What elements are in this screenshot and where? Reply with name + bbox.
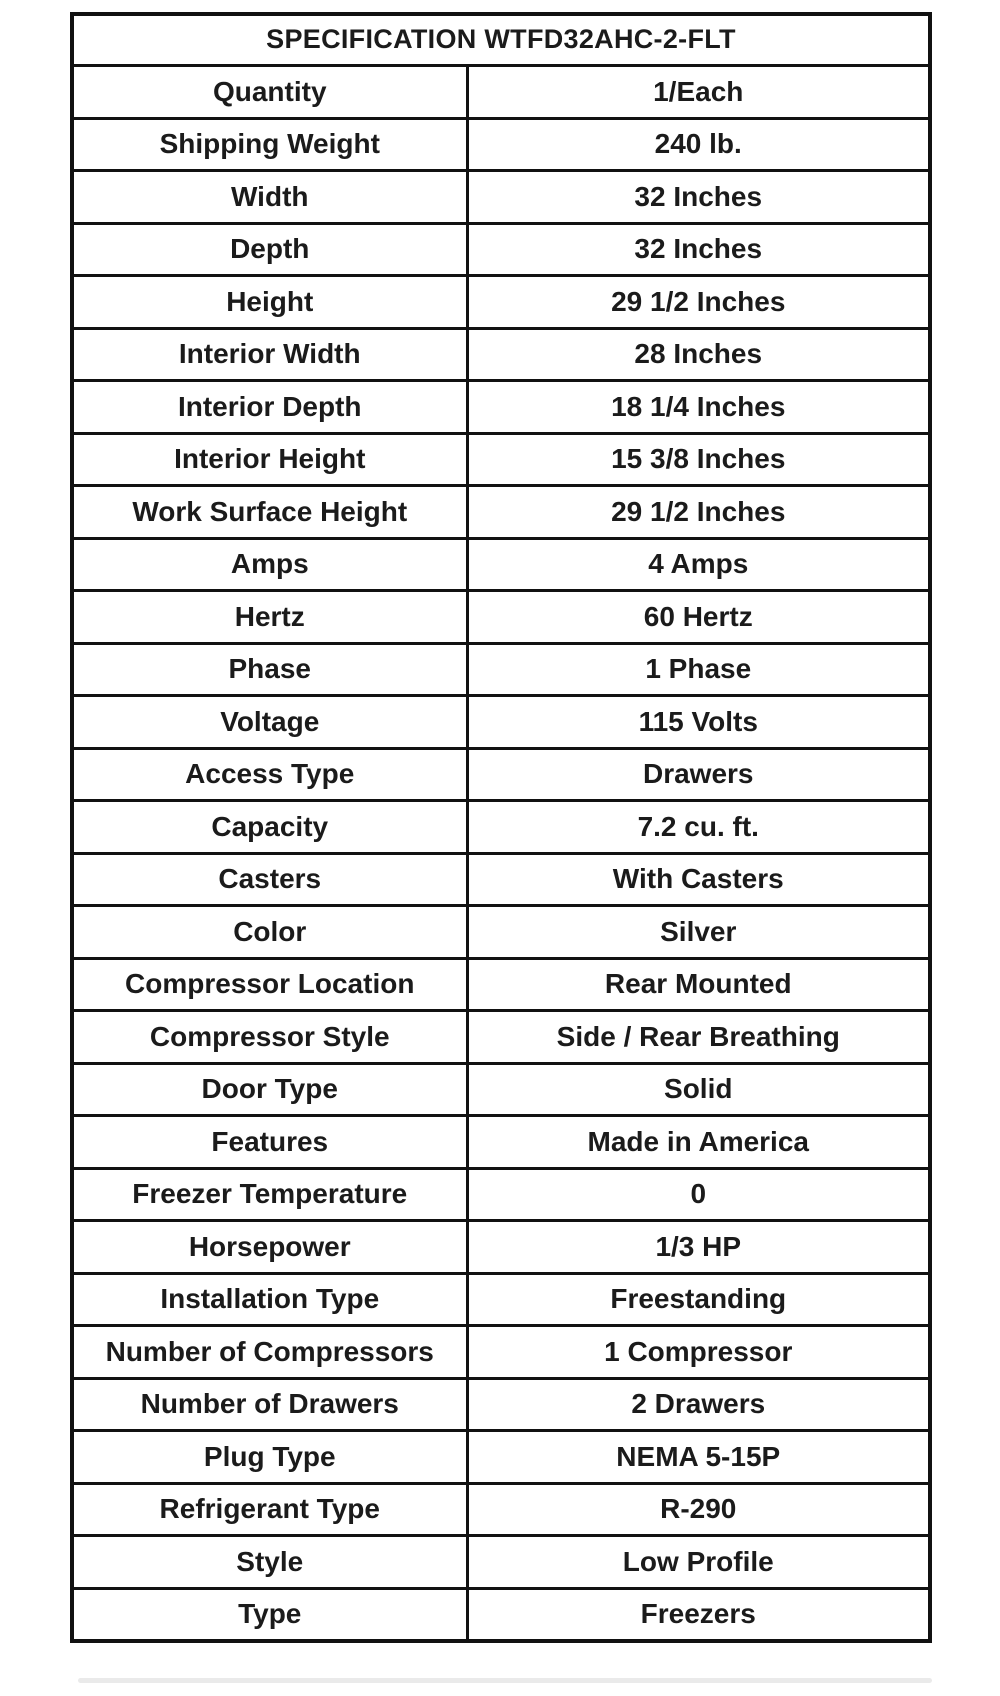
- specification-table: [70, 12, 932, 1643]
- table-row: [72, 381, 930, 434]
- spec-value: R-290: [467, 1483, 930, 1536]
- table-row: [72, 538, 930, 591]
- spec-value: 28 Inches: [467, 328, 930, 381]
- table-row: [72, 1116, 930, 1169]
- spec-value: Silver: [467, 906, 930, 959]
- spec-value: 4 Amps: [467, 538, 930, 591]
- spec-label: Number of Drawers: [72, 1378, 467, 1431]
- table-row: [72, 1063, 930, 1116]
- table-row: [72, 1588, 930, 1641]
- table-title: SPECIFICATION WTFD32AHC-2-FLT: [72, 14, 930, 66]
- spec-label: Phase: [72, 643, 467, 696]
- table-row: [72, 1536, 930, 1589]
- spec-label: Height: [72, 276, 467, 329]
- spec-label: Freezer Temperature: [72, 1168, 467, 1221]
- spec-value: Drawers: [467, 748, 930, 801]
- table-row: [72, 171, 930, 224]
- spec-value: 1/Each: [467, 66, 930, 119]
- spec-value: Freestanding: [467, 1273, 930, 1326]
- spec-value: With Casters: [467, 853, 930, 906]
- table-row: [72, 958, 930, 1011]
- spec-label: Interior Depth: [72, 381, 467, 434]
- table-row: [72, 223, 930, 276]
- spec-label: Hertz: [72, 591, 467, 644]
- spec-label: Access Type: [72, 748, 467, 801]
- spec-label: Width: [72, 171, 467, 224]
- spec-value: Rear Mounted: [467, 958, 930, 1011]
- spec-value: NEMA 5-15P: [467, 1431, 930, 1484]
- table-row: [72, 696, 930, 749]
- spec-value: 1/3 HP: [467, 1221, 930, 1274]
- table-row: [72, 1011, 930, 1064]
- table-row: [72, 66, 930, 119]
- table-row: [72, 906, 930, 959]
- spec-label: Type: [72, 1588, 467, 1641]
- spec-value: Low Profile: [467, 1536, 930, 1589]
- table-row: [72, 433, 930, 486]
- spec-label: Installation Type: [72, 1273, 467, 1326]
- spec-label: Color: [72, 906, 467, 959]
- spec-value: 1 Compressor: [467, 1326, 930, 1379]
- table-row: [72, 328, 930, 381]
- table-shadow: [78, 1678, 932, 1683]
- table-row: [72, 1168, 930, 1221]
- spec-value: 32 Inches: [467, 171, 930, 224]
- spec-value: 1 Phase: [467, 643, 930, 696]
- spec-value: Side / Rear Breathing: [467, 1011, 930, 1064]
- spec-label: Plug Type: [72, 1431, 467, 1484]
- spec-value: 29 1/2 Inches: [467, 276, 930, 329]
- spec-label: Compressor Style: [72, 1011, 467, 1064]
- spec-label: Door Type: [72, 1063, 467, 1116]
- table-body: [72, 66, 930, 1642]
- spec-value: 60 Hertz: [467, 591, 930, 644]
- spec-value: 2 Drawers: [467, 1378, 930, 1431]
- spec-label: Interior Width: [72, 328, 467, 381]
- spec-label: Voltage: [72, 696, 467, 749]
- table-row: [72, 1326, 930, 1379]
- spec-value: 18 1/4 Inches: [467, 381, 930, 434]
- spec-value: 29 1/2 Inches: [467, 486, 930, 539]
- spec-label: Quantity: [72, 66, 467, 119]
- table-row: [72, 1378, 930, 1431]
- spec-value: Made in America: [467, 1116, 930, 1169]
- spec-label: Capacity: [72, 801, 467, 854]
- table-row: [72, 118, 930, 171]
- table-row: [72, 1431, 930, 1484]
- spec-label: Style: [72, 1536, 467, 1589]
- table-row: [72, 853, 930, 906]
- spec-label: Casters: [72, 853, 467, 906]
- table-row: [72, 643, 930, 696]
- spec-value: 15 3/8 Inches: [467, 433, 930, 486]
- spec-value: 0: [467, 1168, 930, 1221]
- spec-label: Number of Compressors: [72, 1326, 467, 1379]
- table-row: [72, 1221, 930, 1274]
- spec-value: 7.2 cu. ft.: [467, 801, 930, 854]
- spec-label: Features: [72, 1116, 467, 1169]
- spec-value: 115 Volts: [467, 696, 930, 749]
- header-row: [72, 14, 930, 66]
- spec-label: Work Surface Height: [72, 486, 467, 539]
- spec-label: Amps: [72, 538, 467, 591]
- spec-label: Compressor Location: [72, 958, 467, 1011]
- table-row: [72, 276, 930, 329]
- table-row: [72, 1483, 930, 1536]
- table-row: [72, 801, 930, 854]
- spec-value: 240 lb.: [467, 118, 930, 171]
- spec-label: Horsepower: [72, 1221, 467, 1274]
- spec-label: Shipping Weight: [72, 118, 467, 171]
- table-row: [72, 591, 930, 644]
- spec-label: Depth: [72, 223, 467, 276]
- spec-value: 32 Inches: [467, 223, 930, 276]
- spec-label: Interior Height: [72, 433, 467, 486]
- spec-value: Solid: [467, 1063, 930, 1116]
- spec-label: Refrigerant Type: [72, 1483, 467, 1536]
- spec-value: Freezers: [467, 1588, 930, 1641]
- table-row: [72, 486, 930, 539]
- table-row: [72, 1273, 930, 1326]
- table-row: [72, 748, 930, 801]
